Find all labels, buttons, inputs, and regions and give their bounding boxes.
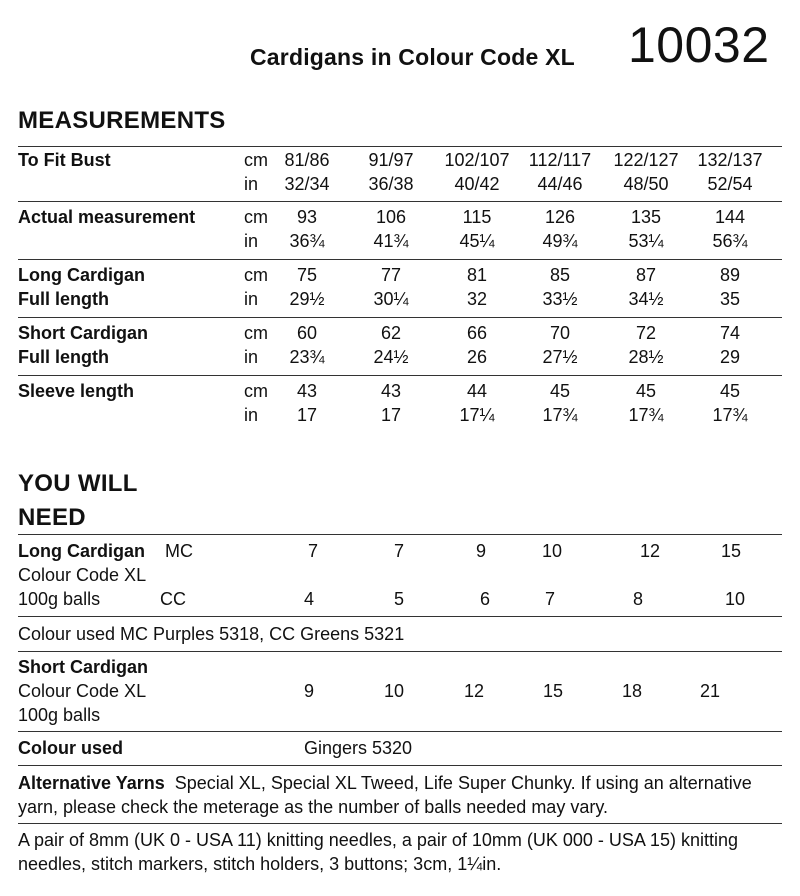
unit-label: in xyxy=(244,405,259,425)
unit-label: cm xyxy=(244,381,268,401)
alternative-yarns xyxy=(18,771,788,819)
table-cell: 17¾ xyxy=(628,405,664,425)
table-cell: 56¾ xyxy=(712,231,748,251)
table-cell: 33½ xyxy=(542,289,578,309)
unit-label: cm xyxy=(244,265,268,285)
unit-label: in xyxy=(244,347,259,367)
table-cell: 122/127 xyxy=(613,150,679,170)
table-cell: 28½ xyxy=(628,347,664,367)
divider xyxy=(18,201,782,202)
table-cell: 35 xyxy=(719,289,741,309)
divider xyxy=(18,616,782,617)
unit-label: cm xyxy=(244,207,268,227)
short-colour-used-label: Colour used xyxy=(18,738,124,758)
long-cardigan-yarn-label: Long Cardigan xyxy=(18,541,145,561)
table-cell: 60 xyxy=(296,323,318,343)
table-cell: 49¾ xyxy=(542,231,578,251)
table-cell: 24½ xyxy=(373,347,409,367)
pattern-number: 10032 xyxy=(628,17,770,73)
divider xyxy=(18,259,782,260)
unit-label: in xyxy=(244,231,259,251)
table-cell: 89 xyxy=(719,265,741,285)
table-cell: 135 xyxy=(630,207,662,227)
table-cell: 36/38 xyxy=(368,174,414,194)
table-cell: 72 xyxy=(635,323,657,343)
table-cell: 106 xyxy=(375,207,407,227)
table-cell: 77 xyxy=(380,265,402,285)
unit-label: in xyxy=(244,289,259,309)
cc-ball-count: 7 xyxy=(544,589,556,609)
alternative-yarns-text: Special XL, Special XL Tweed, Life Super Chunky. If using an alternative yarn, please check the meterage as the number of balls needed may vary. xyxy=(18,773,752,817)
you-will-need-heading xyxy=(18,467,138,535)
table-cell: 48/50 xyxy=(623,174,669,194)
mc-label: MC xyxy=(165,541,193,561)
short-cardigan-line-2: Colour Code XL xyxy=(18,681,147,701)
table-cell: 29½ xyxy=(289,289,325,309)
you-will-need-line-1: YOU WILL xyxy=(18,470,138,497)
long-colour-used: Colour used MC Purples 5318, CC Greens 5321 xyxy=(18,624,405,644)
divider xyxy=(18,317,782,318)
row-label: Full length xyxy=(18,347,109,367)
divider xyxy=(18,731,782,732)
divider xyxy=(18,375,782,376)
table-cell: 44 xyxy=(466,381,488,401)
table-cell: 115 xyxy=(462,207,492,227)
table-cell: 93 xyxy=(296,207,318,227)
short-ball-count: 9 xyxy=(303,681,315,701)
table-cell: 17 xyxy=(380,405,402,425)
table-cell: 23¾ xyxy=(289,347,325,367)
table-cell: 70 xyxy=(549,323,571,343)
table-cell: 17 xyxy=(296,405,318,425)
divider xyxy=(18,146,782,147)
table-cell: 41¾ xyxy=(373,231,409,251)
unit-label: in xyxy=(244,174,259,194)
divider xyxy=(18,534,782,535)
table-cell: 17¾ xyxy=(712,405,748,425)
table-cell: 43 xyxy=(296,381,318,401)
table-cell: 45 xyxy=(549,381,571,401)
table-cell: 81/86 xyxy=(284,150,330,170)
mc-ball-count: 7 xyxy=(393,541,405,561)
page-title: Cardigans in Colour Code XL xyxy=(250,44,575,70)
divider xyxy=(18,651,782,652)
short-colour-used-value: Gingers 5320 xyxy=(304,738,413,758)
mc-ball-count: 7 xyxy=(307,541,319,561)
table-cell: 34½ xyxy=(628,289,664,309)
table-cell: 85 xyxy=(549,265,571,285)
table-cell: 17¼ xyxy=(459,405,495,425)
you-will-need-line-2: NEED xyxy=(18,504,86,531)
table-cell: 53¼ xyxy=(628,231,664,251)
short-ball-count: 18 xyxy=(621,681,643,701)
cc-ball-count: 10 xyxy=(724,589,746,609)
short-ball-count: 12 xyxy=(463,681,485,701)
table-cell: 91/97 xyxy=(368,150,414,170)
table-cell: 30¼ xyxy=(373,289,409,309)
table-cell: 27½ xyxy=(542,347,578,367)
alternative-yarns-label: Alternative Yarns xyxy=(18,773,165,793)
row-label: Long Cardigan xyxy=(18,265,145,285)
long-cardigan-line-3: 100g balls xyxy=(18,589,101,609)
short-cardigan-yarn-label: Short Cardigan xyxy=(18,657,149,677)
cc-ball-count: 4 xyxy=(303,589,315,609)
divider xyxy=(18,765,782,766)
cc-ball-count: 6 xyxy=(479,589,491,609)
row-label: To Fit Bust xyxy=(18,150,111,170)
table-cell: 26 xyxy=(466,347,488,367)
table-cell: 45 xyxy=(635,381,657,401)
short-ball-count: 15 xyxy=(542,681,564,701)
table-cell: 144 xyxy=(714,207,746,227)
table-cell: 74 xyxy=(719,323,741,343)
table-cell: 43 xyxy=(380,381,402,401)
row-label: Sleeve length xyxy=(18,381,135,401)
mc-ball-count: 12 xyxy=(639,541,661,561)
table-cell: 112/117 xyxy=(528,150,592,170)
unit-label: cm xyxy=(244,323,268,343)
table-cell: 52/54 xyxy=(707,174,753,194)
measurements-heading: MEASUREMENTS xyxy=(18,107,226,134)
mc-ball-count: 15 xyxy=(720,541,742,561)
table-cell: 45 xyxy=(719,381,741,401)
cc-label: CC xyxy=(160,589,186,609)
table-cell: 45¼ xyxy=(459,231,495,251)
row-label: Short Cardigan xyxy=(18,323,149,343)
needles-text: A pair of 8mm (UK 0 - USA 11) knitting needles, a pair of 10mm (UK 000 - USA 15) knitting needles, stitch markers, stitch holders, 3 buttons; 3cm, 1¼in. xyxy=(18,830,738,874)
table-cell: 32 xyxy=(466,289,488,309)
mc-ball-count: 9 xyxy=(475,541,487,561)
short-ball-count: 10 xyxy=(383,681,405,701)
unit-label: cm xyxy=(244,150,268,170)
short-ball-count: 21 xyxy=(699,681,721,701)
table-cell: 40/42 xyxy=(454,174,500,194)
table-cell: 29 xyxy=(719,347,741,367)
table-cell: 62 xyxy=(380,323,402,343)
table-cell: 87 xyxy=(635,265,657,285)
short-cardigan-line-3: 100g balls xyxy=(18,705,101,725)
table-cell: 75 xyxy=(296,265,318,285)
table-cell: 132/137 xyxy=(697,150,763,170)
table-cell: 102/107 xyxy=(444,150,510,170)
table-cell: 36¾ xyxy=(289,231,325,251)
row-label: Actual measurement xyxy=(18,207,196,227)
mc-ball-count: 10 xyxy=(541,541,563,561)
table-cell: 32/34 xyxy=(284,174,330,194)
table-cell: 126 xyxy=(544,207,576,227)
table-cell: 44/46 xyxy=(537,174,583,194)
table-cell: 81 xyxy=(466,265,488,285)
cc-ball-count: 5 xyxy=(393,589,405,609)
table-cell: 17¾ xyxy=(542,405,578,425)
row-label: Full length xyxy=(18,289,109,309)
long-cardigan-line-2: Colour Code XL xyxy=(18,565,147,585)
cc-ball-count: 8 xyxy=(632,589,644,609)
divider xyxy=(18,823,782,824)
table-cell: 66 xyxy=(466,323,488,343)
